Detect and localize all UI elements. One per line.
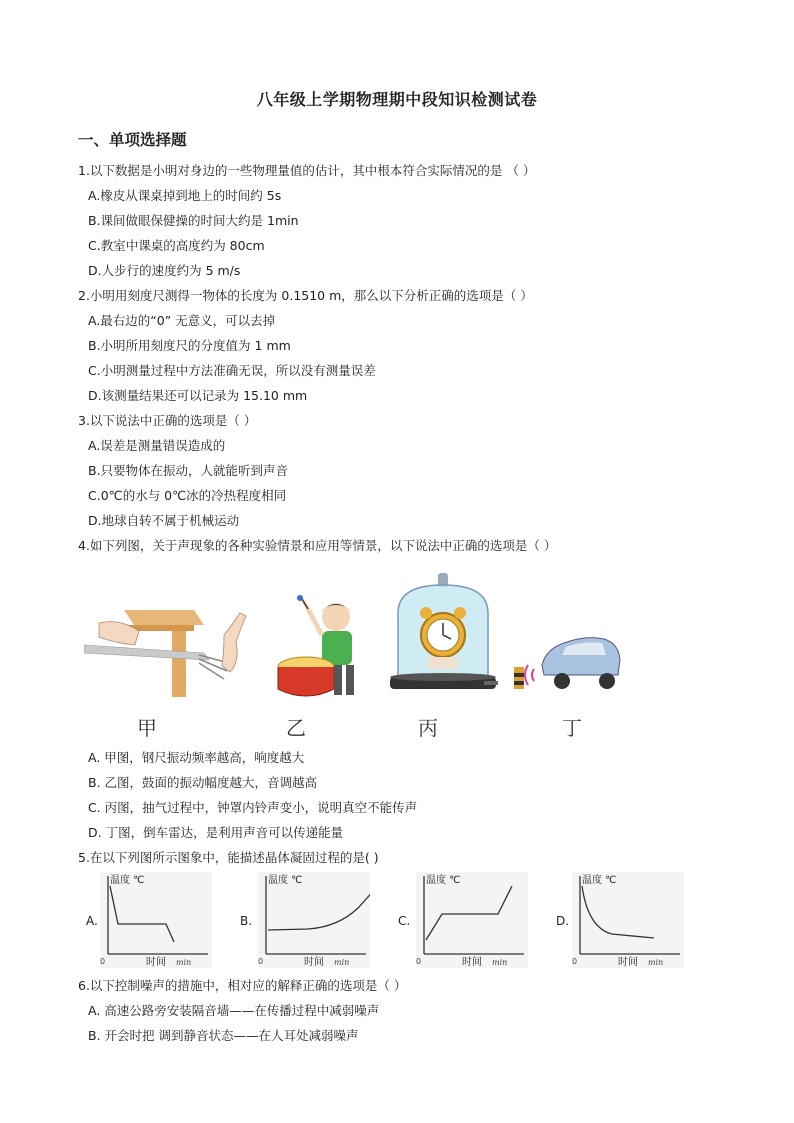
graph-xlabel: 时间 (618, 957, 638, 968)
question-4-stem: 4.如下列图，关于声现象的各种实验情景和应用等情景，以下说法中正确的选项是（ ） (78, 538, 557, 553)
graph-xunit: min (492, 958, 508, 967)
graph-ylabel: 温度 ℃ (268, 875, 303, 886)
question-1-stem: 1.以下数据是小明对身边的一些物理量值的估计，其中根本符合实际情况的是 （ ） (78, 163, 536, 178)
question-3-option-d[interactable]: D.地球自转不属于机械运动 (88, 513, 240, 528)
question-4-option-d[interactable]: D. 丁图，倒车雷达，是利用声音可以传递能量 (88, 825, 344, 840)
question-6-option-a[interactable]: A. 高速公路旁安装隔音墙——在传播过程中减弱噪声 (88, 1003, 380, 1018)
question-6-option-b[interactable]: B. 开会时把 调到静音状态——在人耳处减弱噪声 (88, 1028, 359, 1043)
drum-illustration (274, 595, 374, 705)
bell-jar-illustration (388, 573, 498, 703)
graph-origin: 0 (258, 957, 264, 966)
graph-origin: 0 (100, 957, 106, 966)
question-2-option-c[interactable]: C.小明测量过程中方法准确无误，所以没有测量误差 (88, 363, 376, 378)
question-1-option-a[interactable]: A.橡皮从课桌掉到地上的时间约 5s (88, 188, 282, 203)
question-3-stem: 3.以下说法中正确的选项是（ ） (78, 413, 257, 428)
ruler-vibration-illustration (84, 605, 254, 700)
temperature-time-graph[interactable] (258, 872, 370, 968)
question-3-option-c[interactable]: C.0℃的水与 0℃冰的冷热程度相同 (88, 488, 287, 503)
figure-label-bing: 丙 (418, 716, 438, 740)
graph-xunit: min (648, 958, 664, 967)
question-2-stem: 2.小明用刻度尺测得一物体的长度为 0.1510 m，那么以下分析正确的选项是（ ） (78, 288, 533, 303)
graph-xunit: min (176, 958, 192, 967)
question-3-option-b[interactable]: B.只要物体在振动，人就能听到声音 (88, 463, 289, 478)
graph-origin: 0 (416, 957, 422, 966)
graph-option-d-label[interactable]: D. (556, 914, 570, 928)
graph-xlabel: 时间 (304, 957, 324, 968)
graph-origin: 0 (572, 957, 578, 966)
figure-label-jia: 甲 (137, 716, 157, 740)
question-4-option-b[interactable]: B. 乙图，鼓面的振动幅度越大，音调越高 (88, 775, 318, 790)
question-2-option-d[interactable]: D.该测量结果还可以记录为 15.10 mm (88, 388, 308, 403)
temperature-time-graph[interactable] (572, 872, 684, 968)
graph-ylabel: 温度 ℃ (582, 875, 617, 886)
question-2-option-a[interactable]: A.最右边的“0” 无意义，可以去掉 (88, 313, 276, 328)
graph-ylabel: 温度 ℃ (426, 875, 461, 886)
graph-xlabel: 时间 (462, 957, 482, 968)
reversing-radar-illustration (512, 625, 622, 693)
graph-xlabel: 时间 (146, 957, 166, 968)
question-3-option-a[interactable]: A.误差是测量错误造成的 (88, 438, 226, 453)
temperature-time-graph[interactable] (416, 872, 528, 968)
section-heading: 一、单项选择题 (78, 131, 187, 149)
graph-option-c-label[interactable]: C. (398, 914, 411, 928)
graph-xunit: min (334, 958, 350, 967)
question-1-option-d[interactable]: D.人步行的速度约为 5 m/s (88, 263, 241, 278)
question-2-option-b[interactable]: B.小明所用刻度尺的分度值为 1 mm (88, 338, 291, 353)
question-1-option-b[interactable]: B.课间做眼保健操的时间大约是 1min (88, 213, 299, 228)
question-5-stem: 5.在以下列图所示图象中，能描述晶体凝固过程的是( ) (78, 850, 379, 865)
graph-ylabel: 温度 ℃ (110, 875, 145, 886)
temperature-time-graph[interactable] (100, 872, 212, 968)
graph-option-b-label[interactable]: B. (240, 914, 253, 928)
graph-option-a-label[interactable]: A. (86, 914, 98, 928)
question-1-option-c[interactable]: C.教室中课桌的高度约为 80cm (88, 238, 265, 253)
question-6-stem: 6.以下控制噪声的措施中，相对应的解释正确的选项是（ ） (78, 978, 407, 993)
figure-label-ding: 丁 (562, 716, 582, 740)
figure-label-yi: 乙 (286, 716, 306, 740)
page-title: 八年级上学期物理期中段知识检测试卷 (256, 90, 538, 109)
question-4-option-a[interactable]: A. 甲图，钢尺振动频率越高，响度越大 (88, 750, 305, 765)
question-4-option-c[interactable]: C. 丙图，抽气过程中，钟罩内铃声变小，说明真空不能传声 (88, 800, 418, 815)
